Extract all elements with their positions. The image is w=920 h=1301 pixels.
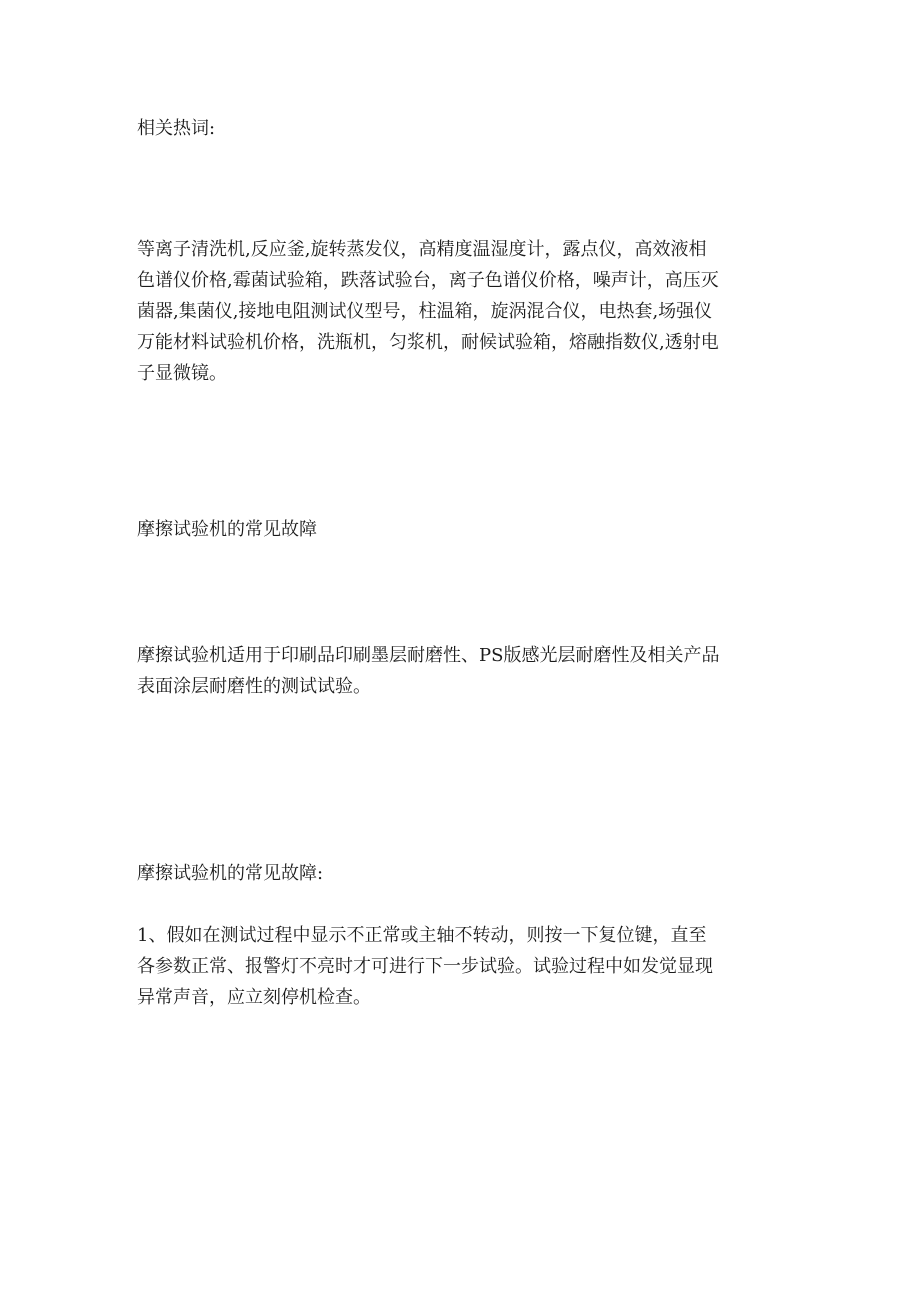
fault-line: 异常声音，应立刻停机检查。 [137,987,371,1008]
intro-line: 表面涂层耐磨性的测试试验。 [137,676,371,697]
fault-line: 各参数正常、报警灯不亮时才可进行下一步试验。试验过程中如发觉显现 [137,956,713,977]
keywords-line: 万能材料试验机价格，洗瓶机，匀浆机，耐候试验箱，熔融指数仪,透射电 [137,332,719,353]
keywords-line: 色谱仪价格,霉菌试验箱，跌落试验台，离子色谱仪价格，噪声计，高压灭 [137,270,719,291]
keywords-line: 菌器,集菌仪,接地电阻测试仪型号，柱温箱，旋涡混合仪，电热套,场强仪 [137,301,713,322]
fault-line: 1、假如在测试过程中显示不正常或主轴不转动，则按一下复位键，直至 [137,925,707,946]
faults-heading: 摩擦试验机的常见故障: [137,863,324,884]
faults-paragraph [137,920,787,1013]
keywords-line: 子显微镜。 [137,363,227,384]
intro-line: 摩擦试验机适用于印刷品印刷墨层耐磨性、PS版感光层耐磨性及相关产品 [137,645,720,666]
section-title: 摩擦试验机的常见故障 [137,519,317,540]
related-keywords-label: 相关热词: [137,118,216,139]
intro-paragraph [137,640,787,702]
keywords-paragraph [137,234,787,389]
keywords-line: 等离子清洗机,反应釜,旋转蒸发仪，高精度温湿度计，露点仪，高效液相 [137,239,707,260]
